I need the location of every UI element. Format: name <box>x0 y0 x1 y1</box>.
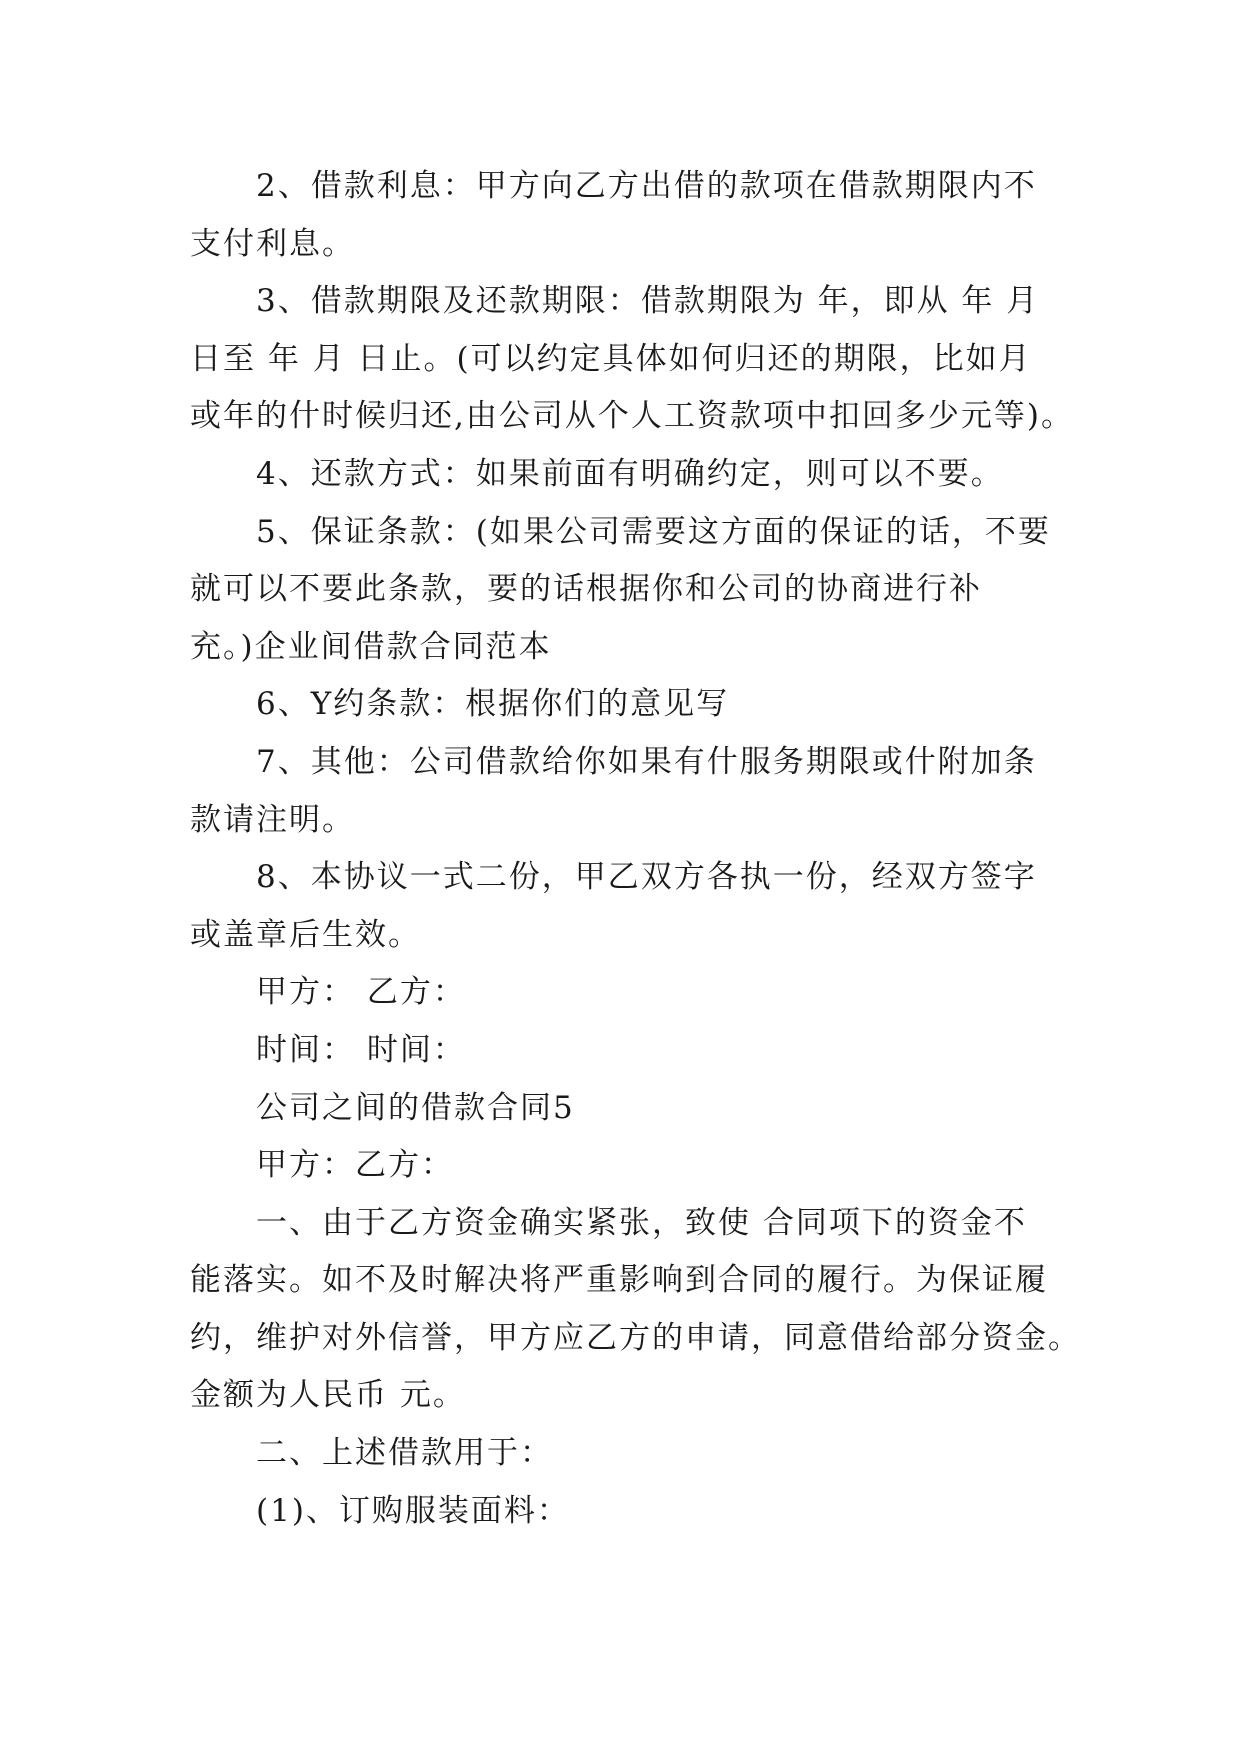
text-line: 甲方：乙方： <box>256 1147 454 1184</box>
article-2-item-1 <box>190 1483 1056 1541</box>
text-line: 能落实。如不及时解决将严重影响到合同的履行。为保证履 <box>190 1262 1048 1299</box>
text-line: 款请注明。 <box>190 801 355 838</box>
text-line: 公司之间的借款合同5 <box>256 1089 575 1126</box>
text-line: 2、借款利息：甲方向乙方出借的款项在借款期限内不 <box>256 168 1037 204</box>
text-line: 支付利息。 <box>190 225 355 262</box>
text-line: 时间： 时间： <box>256 1031 466 1068</box>
text-line: 甲方： 乙方： <box>256 974 466 1011</box>
clause-5-guarantee <box>190 504 1056 677</box>
clause-2-interest <box>190 158 1056 273</box>
text-line: 8、本协议一式二份，甲乙双方各执一份，经双方签字 <box>256 859 1037 896</box>
clause-4-repayment <box>190 446 1056 504</box>
text-line: (1)、订购服装面料： <box>256 1492 570 1529</box>
clause-6-terms <box>190 676 1056 734</box>
text-line: 5、保证条款：(如果公司需要这方面的保证的话，不要 <box>256 513 1051 550</box>
section-title <box>190 1080 1056 1138</box>
document-body <box>190 158 1081 1540</box>
article-2 <box>190 1425 1056 1483</box>
text-line: 或盖章后生效。 <box>190 916 421 953</box>
signature-parties <box>190 964 1056 1022</box>
text-line: 日至 年 月 日止。(可以约定具体如何归还的期限，比如月 <box>190 340 1032 377</box>
text-line: 7、其他：公司借款给你如果有什服务期限或什附加条 <box>256 743 1037 780</box>
text-line: 约，维护对外信誉，甲方应乙方的申请，同意借给部分资金。 <box>190 1319 1081 1356</box>
clause-7-other <box>190 734 1056 849</box>
text-line: 3、借款期限及还款期限：借款期限为 年，即从 年 月 <box>256 283 1040 320</box>
text-line: 6、Y约条款：根据你们的意见写 <box>256 686 730 723</box>
text-line: 充。)企业间借款合同范本 <box>190 628 552 665</box>
text-line: 就可以不要此条款，要的话根据你和公司的协商进行补 <box>190 571 982 608</box>
clause-3-term <box>190 273 1074 446</box>
clause-8-copies <box>190 849 1056 964</box>
signature-dates <box>190 1022 1056 1080</box>
text-line: 金额为人民币 元。 <box>190 1377 466 1414</box>
text-line: 4、还款方式：如果前面有明确约定，则可以不要。 <box>256 455 1004 492</box>
parties-line <box>190 1137 1056 1195</box>
article-1 <box>190 1195 1081 1425</box>
text-line: 二、上述借款用于： <box>256 1435 553 1472</box>
text-line: 或年的什时候归还,由公司从个人工资款项中扣回多少元等)。 <box>190 398 1074 435</box>
text-line: 一、由于乙方资金确实紧张，致使 合同项下的资金不 <box>256 1204 1027 1241</box>
